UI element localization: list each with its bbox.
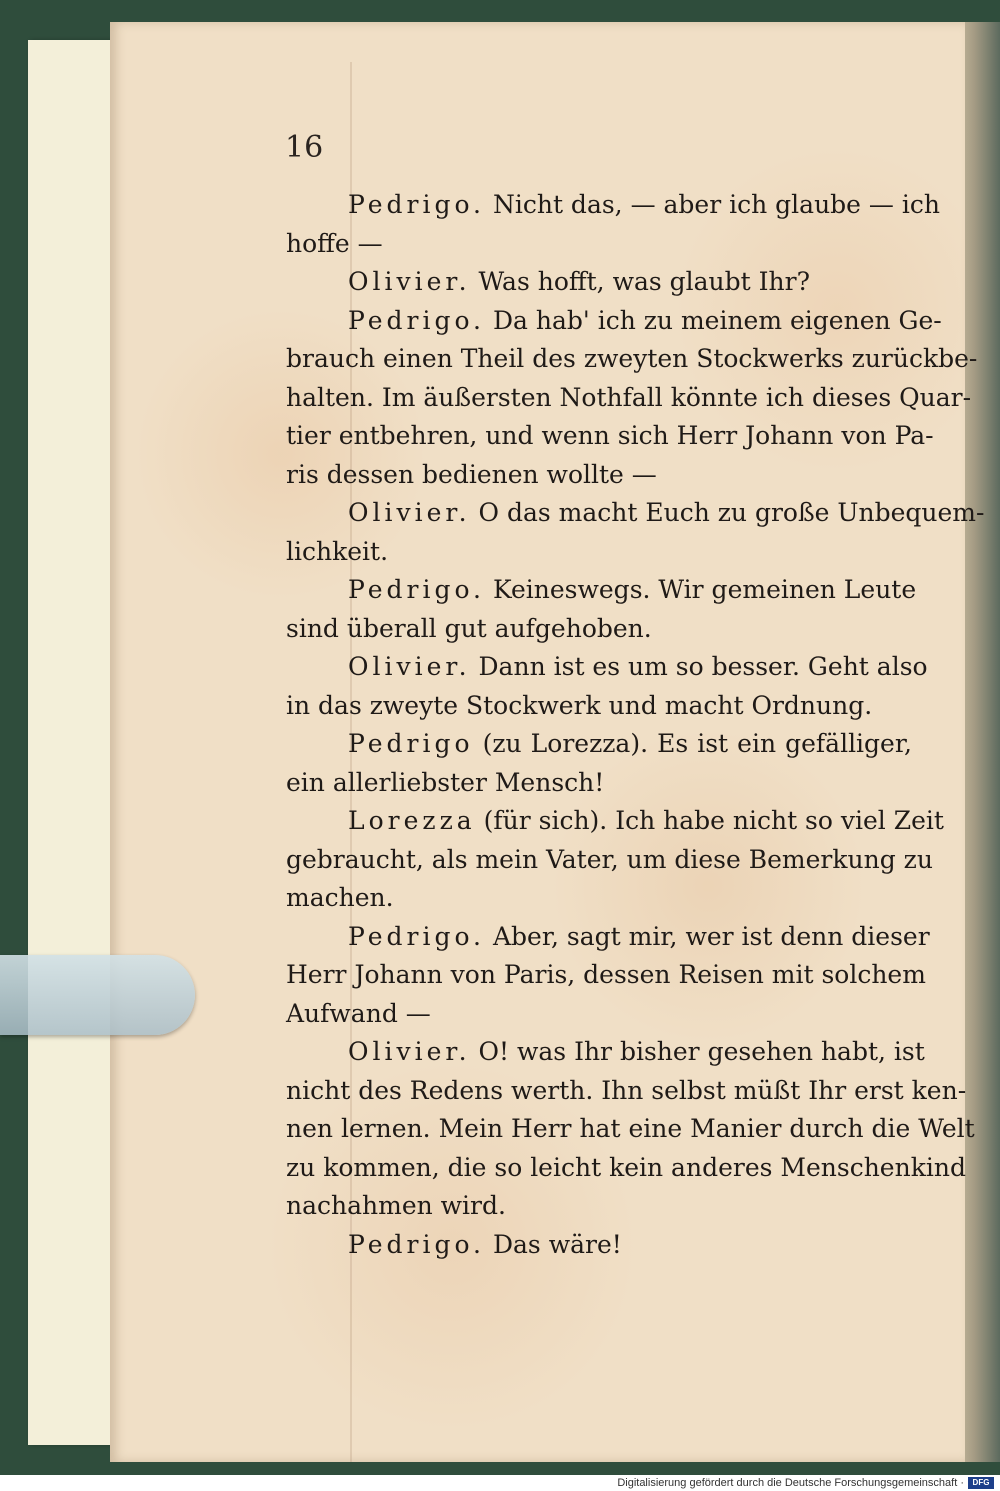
line-text: ein allerliebster Mensch!	[286, 767, 605, 797]
text-line	[286, 571, 917, 610]
line-text: (für sich). Ich habe nicht so viel Zeit	[483, 806, 944, 835]
text-line	[286, 610, 912, 649]
line-text: Aber, sagt mir, wer ist denn dieser	[492, 921, 930, 951]
line-text: machen.	[286, 883, 394, 912]
line-text: Dann ist es um so besser. Geht also	[478, 652, 928, 681]
speaker-name: Olivier.	[348, 498, 471, 527]
text-line	[286, 1072, 967, 1111]
text-line	[286, 340, 978, 379]
text-line	[286, 263, 912, 302]
speaker-name: Pedrigo	[348, 729, 474, 758]
line-text: nachahmen wird.	[286, 1191, 506, 1220]
line-text: tier entbehren, und wenn sich Herr Johann von Pa-	[286, 421, 934, 450]
text-line	[286, 918, 930, 957]
text-line	[286, 1187, 912, 1226]
line-text: lichkeit.	[286, 536, 389, 566]
speaker-name: Pedrigo.	[348, 305, 486, 335]
text-line	[286, 302, 942, 341]
speaker-name: Olivier.	[348, 652, 471, 681]
text-line	[286, 764, 912, 803]
text-line	[286, 802, 944, 841]
text-line	[286, 725, 912, 764]
text-line	[286, 1149, 966, 1188]
text-line	[286, 186, 940, 225]
page-text	[286, 186, 985, 1264]
line-text: ris dessen bedienen wollte —	[286, 459, 657, 489]
page-number: 16	[285, 130, 324, 165]
text-line	[286, 494, 985, 533]
line-text: gebraucht, als mein Vater, um diese Bemerkung zu	[286, 844, 933, 874]
line-text: Aufwand —	[286, 998, 431, 1028]
text-line	[286, 956, 926, 995]
speaker-name: Pedrigo.	[348, 190, 486, 219]
speaker-name: Pedrigo.	[348, 1229, 486, 1259]
page-holder-tab	[0, 955, 195, 1035]
line-text: Was hofft, was glaubt Ihr?	[478, 267, 810, 296]
text-line	[286, 456, 912, 495]
text-line	[286, 648, 928, 687]
line-text: Nicht das, — aber ich glaube — ich	[492, 190, 940, 219]
text-line	[286, 417, 934, 456]
footer-credit: Digitalisierung gefördert durch die Deutsche Forschungsgemeinschaft ·	[617, 1477, 964, 1489]
line-text: in das zweyte Stockwerk und macht Ordnung.	[286, 690, 873, 720]
line-text: sind überall gut aufgehoben.	[286, 613, 652, 643]
text-line	[286, 225, 912, 264]
footer	[0, 1475, 1000, 1491]
line-text: Herr Johann von Paris, dessen Reisen mit solchem	[286, 960, 926, 989]
line-text: (zu Lorezza). Es ist ein gefälliger,	[482, 729, 913, 758]
line-text: hoffe —	[286, 228, 383, 258]
speaker-name: Lorezza	[348, 806, 476, 835]
text-line	[286, 1110, 975, 1149]
speaker-name: Pedrigo.	[348, 575, 486, 604]
text-line	[286, 379, 972, 418]
line-text: O das macht Euch zu große Unbequem-	[478, 498, 985, 527]
text-line	[286, 841, 933, 880]
dfg-logo: DFG	[968, 1477, 994, 1489]
text-line	[286, 1226, 912, 1265]
speaker-name: Pedrigo.	[348, 921, 486, 951]
line-text: zu kommen, die so leicht kein anderes Menschenkind	[286, 1152, 966, 1182]
line-text: Keineswegs. Wir gemeinen Leute	[492, 575, 917, 604]
line-text: nen lernen. Mein Herr hat eine Manier durch die Welt	[286, 1114, 975, 1143]
line-text: Da hab' ich zu meinem eigenen Ge-	[492, 305, 942, 335]
line-text: Das wäre!	[492, 1229, 622, 1259]
line-text: halten. Im äußersten Nothfall könnte ich dieses Quar-	[286, 382, 972, 412]
line-text: O! was Ihr bisher gesehen habt, ist	[478, 1037, 925, 1066]
text-line	[286, 1033, 925, 1072]
speaker-name: Olivier.	[348, 1037, 471, 1066]
text-line	[286, 995, 912, 1034]
back-page-edge	[28, 40, 123, 1445]
line-text: brauch einen Theil des zweyten Stockwerks zurückbe-	[286, 344, 978, 373]
text-line	[286, 687, 912, 726]
line-text: nicht des Redens werth. Ihn selbst müßt Ihr erst ken-	[286, 1075, 967, 1105]
text-line	[286, 879, 912, 918]
speaker-name: Olivier.	[348, 267, 471, 296]
text-line	[286, 533, 912, 572]
